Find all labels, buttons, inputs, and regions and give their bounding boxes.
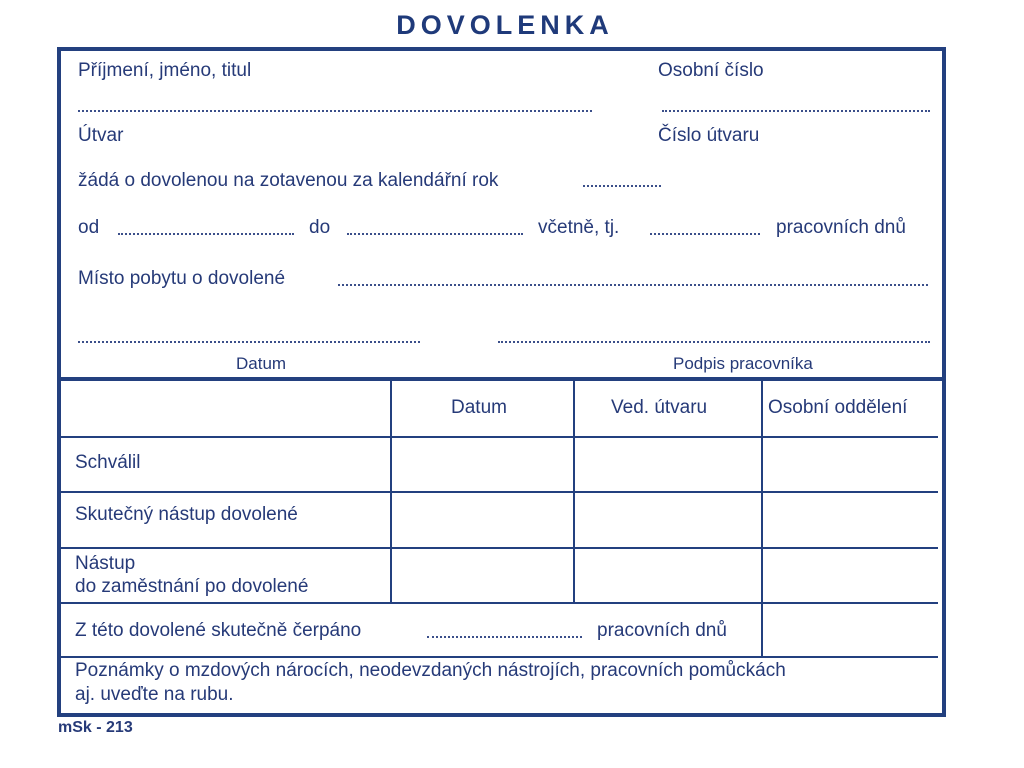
row-used-label: Z této dovolené skutečně čerpáno (75, 620, 362, 641)
table-header-rule (61, 436, 938, 438)
row-return-label-line1: Nástup (75, 553, 136, 574)
working-days-label: pracovních dnů (776, 217, 906, 238)
personal-number-label: Osobní číslo (658, 60, 764, 81)
signature-caption: Podpis pracovníka (673, 354, 813, 373)
row-actual-start-label: Skutečný nástup dovolené (75, 504, 298, 525)
from-label: od (78, 217, 100, 238)
notes-line-2: aj. uveďte na rubu. (75, 684, 234, 705)
column-header-head: Ved. útvaru (611, 397, 708, 418)
form-code: mSk - 213 (58, 719, 133, 736)
request-text: žádá o dovolenou na zotavenou za kalendářní rok (78, 170, 499, 191)
to-date-field[interactable] (347, 233, 523, 235)
column-header-personnel: Osobní oddělení (768, 397, 908, 418)
row-return-label-line2: do zaměstnání po dovolené (75, 576, 309, 597)
table-rule-2 (61, 547, 938, 549)
place-label: Místo pobytu o dovolené (78, 268, 286, 289)
employee-signature-field[interactable] (498, 341, 930, 343)
date-caption: Datum (236, 354, 287, 373)
form-title: DOVOLENKA (396, 10, 614, 40)
table-rule-4 (61, 656, 938, 658)
date-signature-field[interactable] (78, 341, 420, 343)
table-rule-1 (61, 491, 938, 493)
personal-number-field[interactable] (662, 110, 930, 112)
place-field[interactable] (338, 284, 928, 286)
name-label: Příjmení, jméno, titul (78, 60, 252, 81)
inclusive-label: včetně, tj. (538, 217, 620, 238)
row-approved-label: Schválil (75, 452, 141, 473)
used-days-field[interactable] (427, 636, 582, 638)
department-label: Útvar (78, 125, 124, 146)
column-divider-2 (573, 381, 575, 602)
name-field[interactable] (78, 110, 592, 112)
table-rule-3 (61, 602, 938, 604)
year-field[interactable] (583, 185, 661, 187)
row-used-days-label: pracovních dnů (597, 620, 727, 641)
section-divider (57, 377, 946, 381)
column-divider-3 (761, 381, 763, 656)
department-number-label: Číslo útvaru (658, 125, 760, 146)
days-count-field[interactable] (650, 233, 760, 235)
column-divider-1 (390, 381, 392, 602)
from-date-field[interactable] (118, 233, 294, 235)
column-header-date: Datum (451, 397, 507, 418)
form-frame (57, 47, 946, 717)
to-label: do (309, 217, 331, 238)
notes-line-1: Poznámky o mzdových nárocích, neodevzdaných nástrojích, pracovních pomůckách (75, 660, 786, 681)
